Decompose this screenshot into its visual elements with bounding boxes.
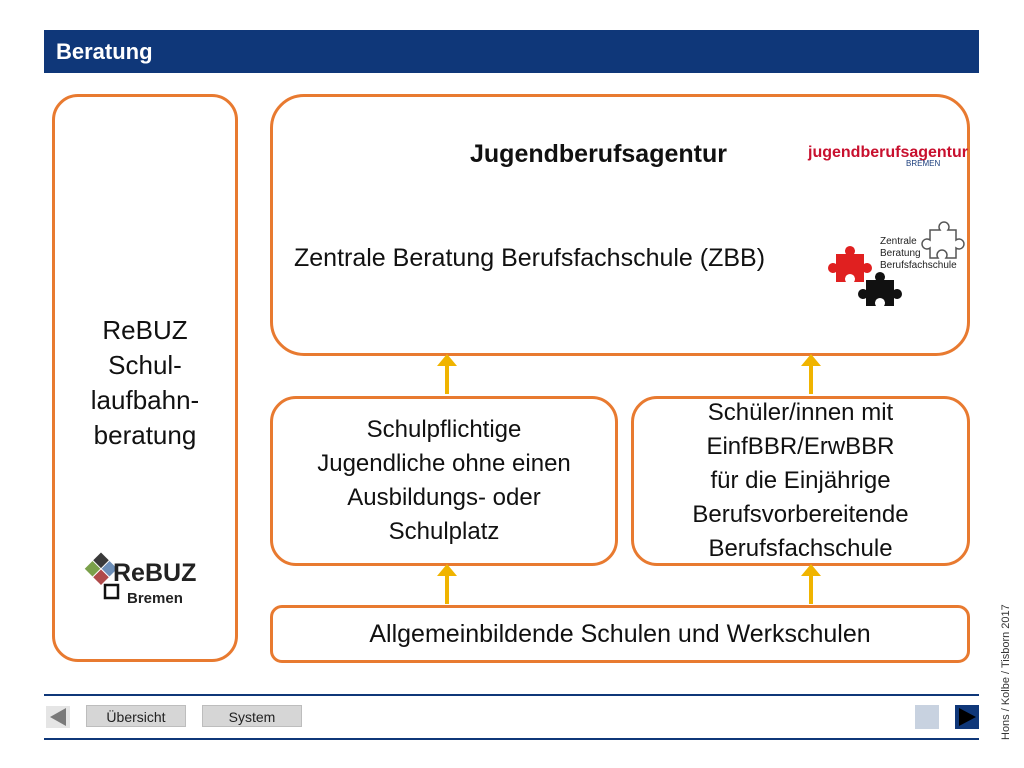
schulpflichtige-box: [270, 396, 618, 566]
overview-button[interactable]: Übersicht: [86, 705, 186, 727]
schueler-line: für die Einjährige: [710, 467, 891, 494]
schulpflichtige-line: Ausbildungs- oder: [347, 484, 541, 511]
puzzle-black: [858, 272, 902, 306]
page-title: Beratung: [44, 30, 979, 73]
schueler-line: Berufsfachschule: [708, 535, 893, 562]
arrow-up-icon: [800, 564, 822, 604]
jba-logo: [806, 140, 969, 170]
schueler-line: Schüler/innen mit: [707, 399, 894, 426]
zbb-logo-line: Berufsfachschule: [880, 260, 957, 271]
arrow-up-icon: [436, 564, 458, 604]
system-button[interactable]: System: [202, 705, 302, 727]
zbb-logo-line: Zentrale: [880, 236, 917, 247]
rebuz-text: [55, 313, 235, 453]
zbb-text: Zentrale Beratung Berufsfachschule (ZBB): [294, 244, 766, 272]
arrow-up-icon: [800, 354, 822, 394]
schulpflichtige-line: Schulplatz: [388, 518, 500, 545]
jba-logo-city: BREMEN: [906, 159, 941, 168]
footer-divider-top: [44, 694, 979, 696]
jba-logo-word: jugendberufsagentur: [808, 144, 969, 161]
rebuz-box: [52, 94, 238, 662]
rebuz-logo: [81, 545, 211, 607]
arrow-up-icon: [436, 354, 458, 394]
rebuz-line: ReBUZ: [102, 315, 188, 345]
prev-slide-icon[interactable]: [46, 706, 70, 728]
zbb-logo-line: Beratung: [880, 248, 921, 259]
jba-title: Jugendberufsagentur: [470, 140, 727, 168]
allgemeinbildende-text: Allgemeinbildende Schulen und Werkschulen: [369, 620, 871, 648]
puzzle-red: [828, 246, 872, 282]
zbb-puzzle-logo: [830, 222, 960, 312]
rebuz-line: beratung: [93, 420, 197, 450]
rebuz-line: laufbahn-: [90, 385, 200, 415]
rebuz-logo-sub: Bremen: [127, 590, 183, 607]
rebuz-line: Schul-: [108, 350, 182, 380]
author-credit: Hons / Kolbe / Tisborn 2017: [1000, 604, 1012, 740]
schueler-line: Berufsvorbereitende: [692, 501, 909, 528]
schueler-line: EinfBBR/ErwBBR: [706, 433, 895, 460]
schulpflichtige-line: Schulpflichtige: [366, 416, 522, 443]
blank-nav-button[interactable]: [915, 705, 939, 729]
rebuz-logo-main: ReBUZ: [113, 559, 197, 587]
footer-divider-bottom: [44, 738, 979, 740]
allgemeinbildende-box: [270, 605, 970, 663]
next-slide-icon[interactable]: [955, 705, 979, 729]
schulpflichtige-line: Jugendliche ohne einen: [317, 450, 571, 477]
schueler-box: [631, 396, 970, 566]
